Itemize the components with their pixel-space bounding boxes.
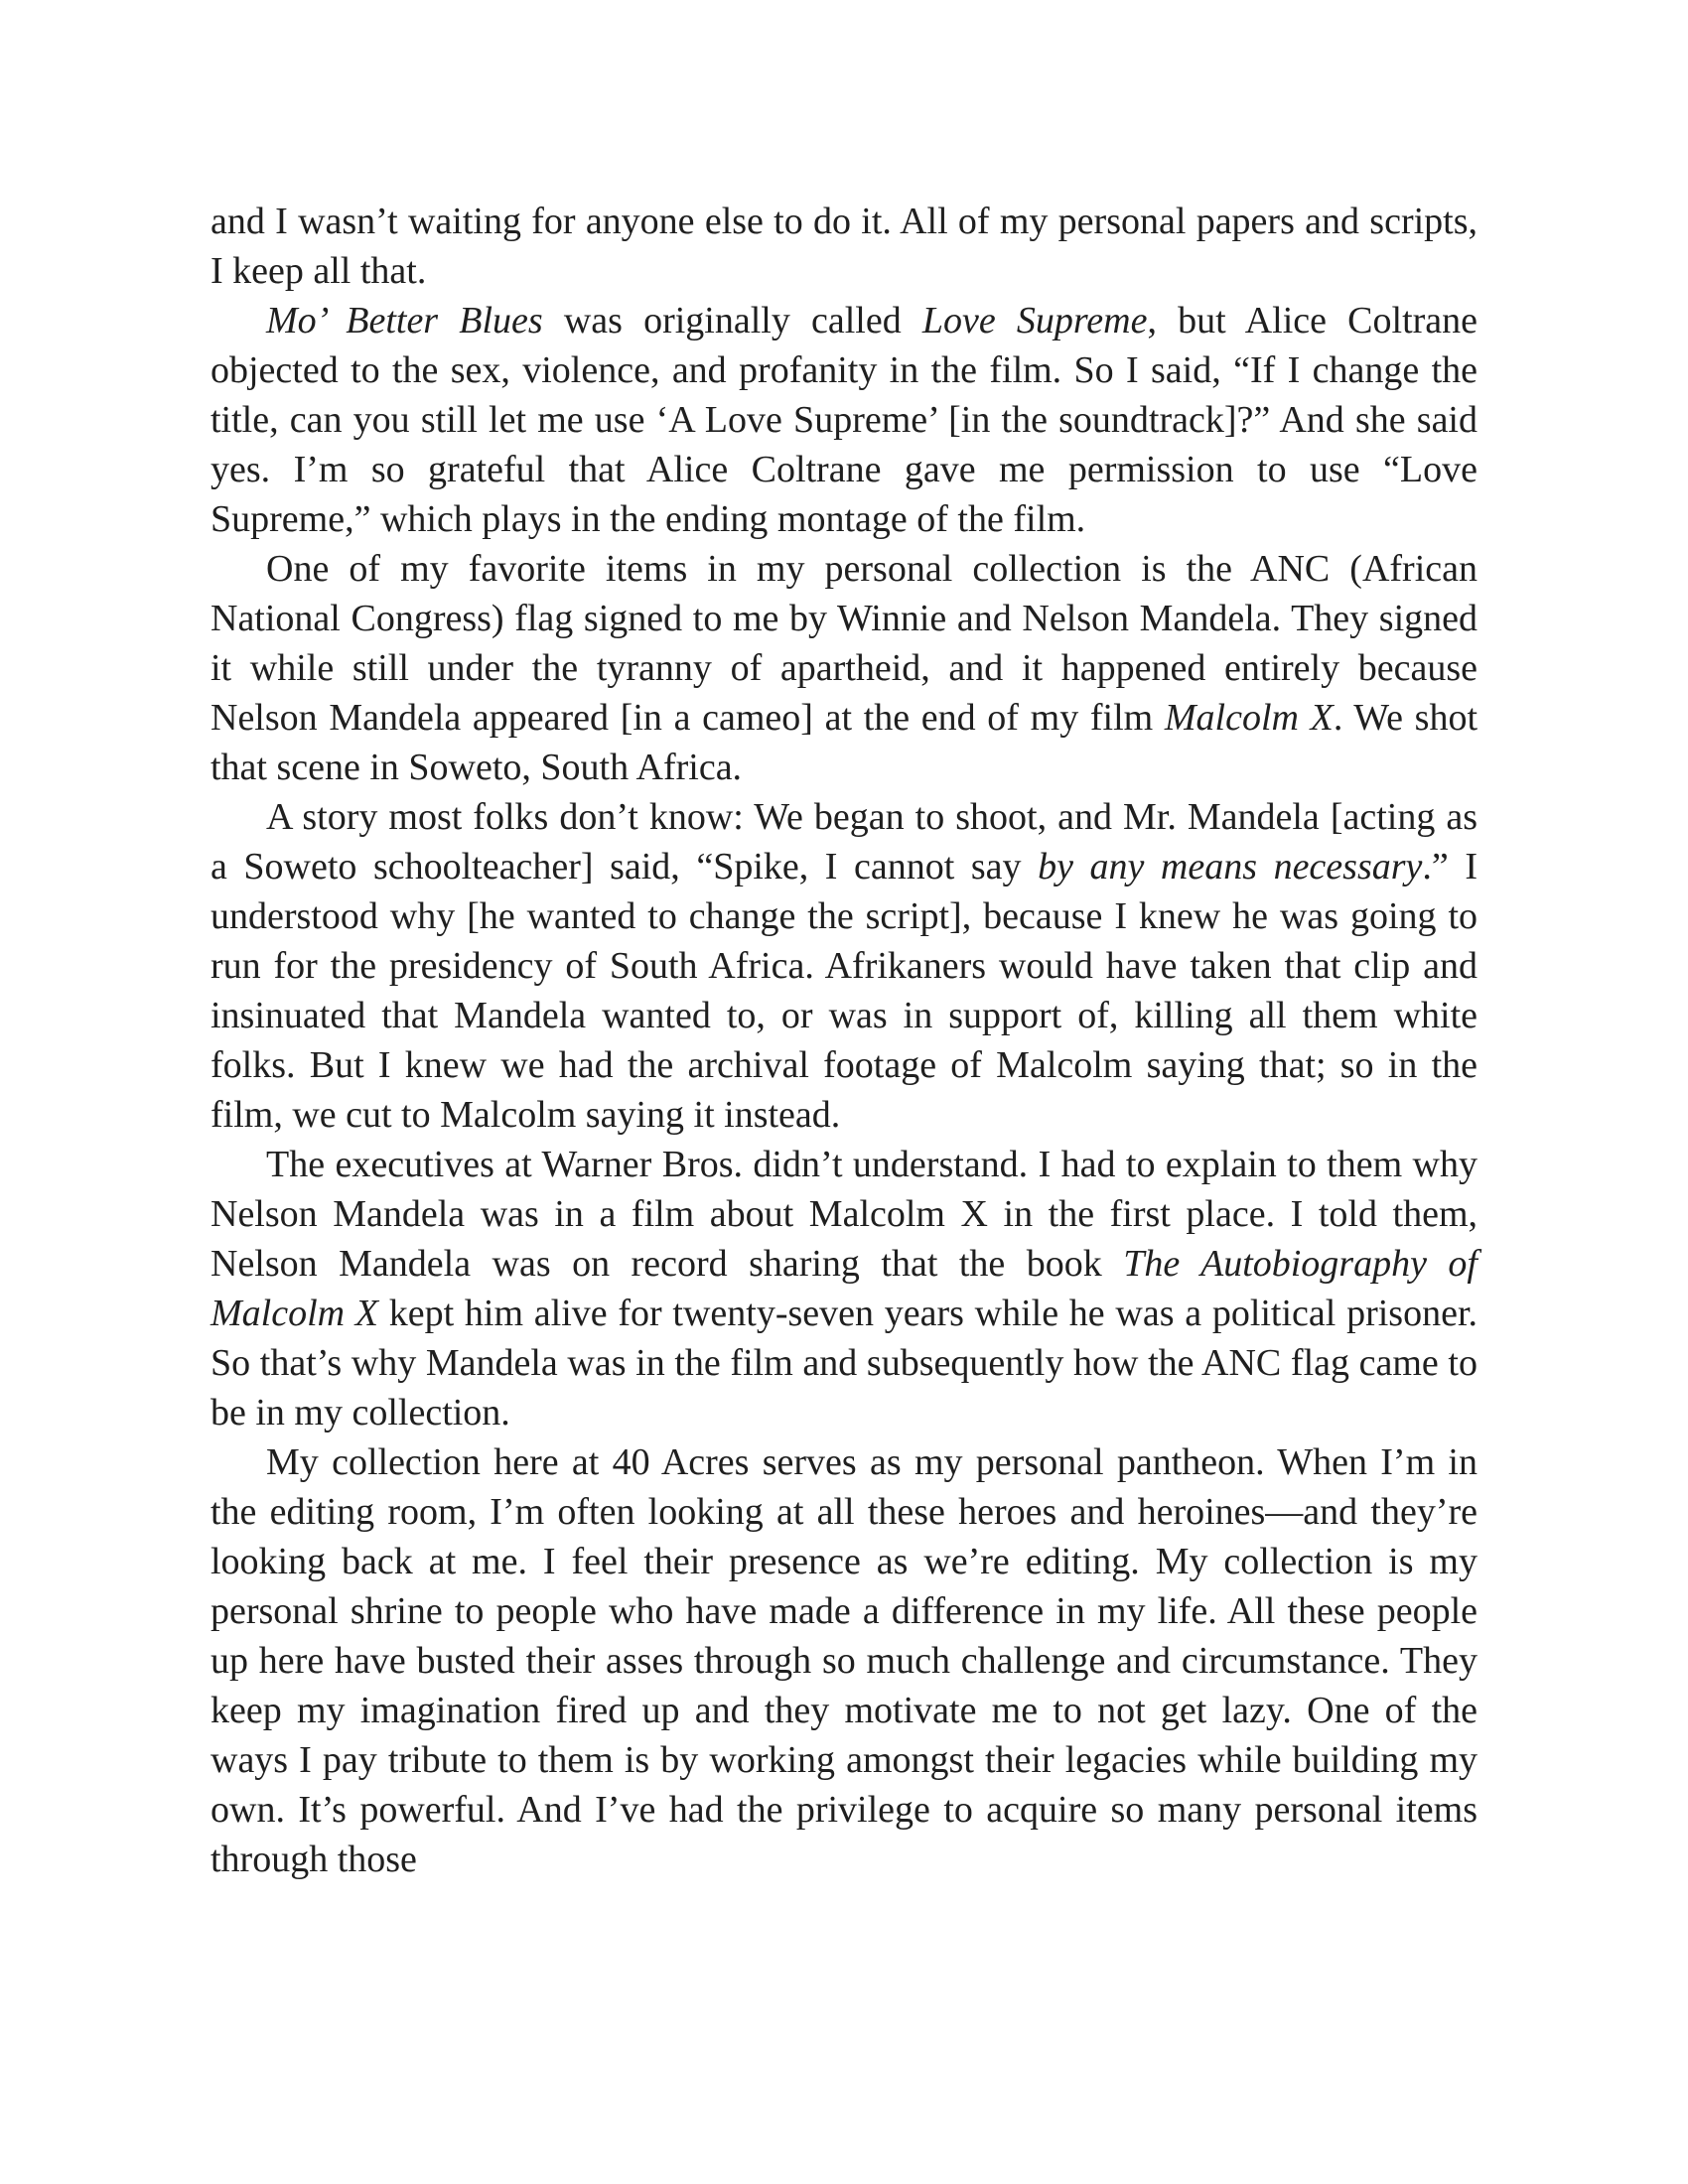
- film-title: Love Supreme: [921, 300, 1148, 341]
- paragraph-continued: [211, 197, 1477, 296]
- paragraph-pantheon: [211, 1437, 1477, 1884]
- film-title: Mo’ Better Blues: [266, 300, 543, 341]
- paragraph-text: and I wasn’t waiting for anyone else to do it. All of my personal papers and scripts, I keep all that.: [211, 201, 1477, 292]
- paragraph-warner-bros: [211, 1140, 1477, 1437]
- paragraph-text: was originally called: [542, 300, 922, 341]
- italic-phrase: by any means necessary: [1038, 846, 1423, 887]
- paragraph-text: . We shot that scene in Soweto, South Africa.: [211, 697, 1478, 788]
- paragraph-text: One of my favorite items in my personal collection is the ANC (African National Congress) flag signed to me by Winnie and Nelson Mandela. They signed it while still under the tyranny of apartheid, and it happened entirely because Nelson Mandela appeared [in a cameo] at the end of my film: [211, 548, 1477, 739]
- paragraph-text: , but Alice Coltrane objected to the sex, violence, and profanity in the film. So I said, “If I change the title, can you still let me use ‘A Love Supreme’ [in the soundtrack]?” And she said yes. I’m so grateful that Alice Coltrane gave me permission to use “Love Supreme,” which plays in the ending montage of the film.: [211, 300, 1478, 540]
- paragraph-text: A story most folks don’t know: We began to shoot, and Mr. Mandela [acting as a Soweto schoolteacher] said, “Spike, I cannot say: [211, 796, 1477, 887]
- book-page-body: [211, 197, 1477, 1884]
- paragraph-anc-flag: [211, 544, 1477, 792]
- paragraph-text: .” I understood why [he wanted to change the script], because I knew he was going to run for the presidency of South Africa. Afrikaners would have taken that clip and insinuated that Mandela wanted to, or was in support of, killing all them white folks. But I knew we had the archival footage of Malcolm saying that; so in the film, we cut to Malcolm saying it instead.: [211, 846, 1477, 1136]
- paragraph-mo-better-blues: [211, 296, 1477, 544]
- paragraph-text: The executives at Warner Bros. didn’t understand. I had to explain to them why Nelson Mandela was in a film about Malcolm X in the first place. I told them, Nelson Mandela was on record sharing that the book: [211, 1144, 1477, 1285]
- film-title: Malcolm X: [1164, 697, 1334, 739]
- paragraph-text: My collection here at 40 Acres serves as my personal pantheon. When I’m in the editing room, I’m often looking at all these heroes and heroines—and they’re looking back at me. I feel their presence as we’re editing. My collection is my personal shrine to people who have made a difference in my life. All these people up here have busted their asses through so much challenge and circumstance. They keep my imagination fired up and they motivate me to not get lazy. One of the ways I pay tribute to them is by working amongst their legacies while building my own. It’s powerful. And I’ve had the privilege to acquire so many personal items through those: [211, 1441, 1477, 1880]
- book-title: The Autobiography of Malcolm X: [211, 1243, 1477, 1334]
- paragraph-mandela-story: [211, 792, 1477, 1140]
- paragraph-text: kept him alive for twenty-seven years while he was a political prisoner. So that’s why Mandela was in the film and subsequently how the ANC flag came to be in my collection.: [211, 1293, 1477, 1433]
